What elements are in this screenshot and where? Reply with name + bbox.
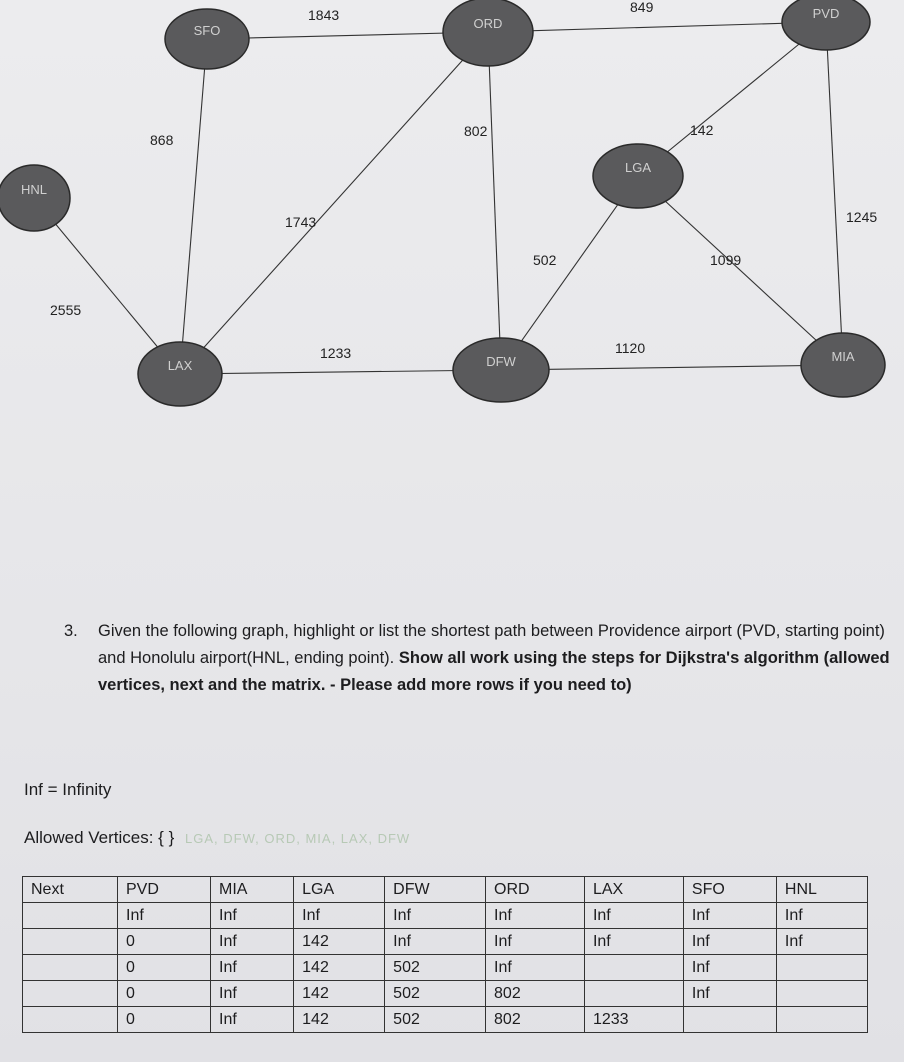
- edge-weight-label: 802: [464, 123, 488, 139]
- matrix-row: [23, 929, 868, 955]
- matrix-cell: Inf: [486, 903, 585, 929]
- edge-weight-label: 849: [630, 0, 654, 15]
- matrix-cell: 0: [118, 1007, 211, 1033]
- matrix-row: [23, 981, 868, 1007]
- matrix-header-cell: Next: [23, 877, 118, 903]
- matrix-cell: Inf: [211, 981, 294, 1007]
- matrix-cell: Inf: [118, 903, 211, 929]
- node-sfo: [165, 9, 249, 69]
- matrix-cell: Inf: [486, 929, 585, 955]
- edge-weight-label: 1743: [285, 214, 317, 230]
- edge-weight-label: 502: [533, 252, 557, 268]
- matrix-cell: 0: [118, 955, 211, 981]
- matrix-cell: Inf: [211, 903, 294, 929]
- matrix-cell: Inf: [776, 929, 867, 955]
- matrix-cell: Inf: [385, 929, 486, 955]
- edge-pvd-mia: [826, 22, 843, 365]
- matrix-cell: Inf: [584, 929, 683, 955]
- node-lax: [138, 342, 222, 406]
- matrix-cell: 502: [385, 981, 486, 1007]
- matrix-cell: [584, 981, 683, 1007]
- matrix-cell: Inf: [683, 981, 776, 1007]
- edge-weight-label: 1245: [846, 209, 878, 225]
- allowed-vertices-label: Allowed Vertices: { }: [24, 828, 175, 847]
- edge-lax-ord: [180, 32, 488, 374]
- matrix-cell: 0: [118, 929, 211, 955]
- matrix-cell: [776, 955, 867, 981]
- matrix-header-cell: ORD: [486, 877, 585, 903]
- edge-weight-label: 1233: [320, 345, 352, 361]
- edge-dfw-mia: [501, 365, 843, 370]
- allowed-vertices: [24, 828, 410, 848]
- matrix-cell: [776, 981, 867, 1007]
- matrix-header-cell: MIA: [211, 877, 294, 903]
- matrix-cell: 142: [294, 1007, 385, 1033]
- matrix-cell: [23, 903, 118, 929]
- matrix-cell: [683, 1007, 776, 1033]
- matrix-cell: Inf: [486, 955, 585, 981]
- matrix-cell: 142: [294, 929, 385, 955]
- matrix-cell: [23, 929, 118, 955]
- matrix-cell: Inf: [683, 903, 776, 929]
- edge-ord-dfw: [488, 32, 501, 370]
- matrix-cell: 142: [294, 981, 385, 1007]
- node-dfw: [453, 338, 549, 402]
- node-label: MIA: [831, 349, 855, 364]
- node-ord: [443, 0, 533, 66]
- question-number: 3.: [64, 622, 78, 640]
- allowed-vertices-handwriting: LGA, DFW, ORD, MIA, LAX, DFW: [185, 831, 411, 846]
- node-label: PVD: [812, 6, 840, 21]
- matrix-cell: [23, 981, 118, 1007]
- matrix-header-cell: SFO: [683, 877, 776, 903]
- edge-weight-label: 1843: [308, 7, 340, 23]
- matrix-cell: [23, 955, 118, 981]
- matrix-row: [23, 903, 868, 929]
- matrix-cell: 502: [385, 1007, 486, 1033]
- node-label: DFW: [486, 354, 516, 369]
- matrix-cell: 502: [385, 955, 486, 981]
- matrix-cell: Inf: [211, 955, 294, 981]
- edge-weight-label: 1099: [710, 252, 742, 268]
- inf-definition: Inf = Infinity: [24, 780, 112, 799]
- matrix-row: [23, 1007, 868, 1033]
- node-lga: [593, 144, 683, 208]
- question-3: [64, 618, 894, 699]
- matrix-cell: 802: [486, 981, 585, 1007]
- matrix-cell: 802: [486, 1007, 585, 1033]
- node-label: HNL: [20, 182, 48, 197]
- matrix-header-cell: PVD: [118, 877, 211, 903]
- matrix-cell: Inf: [584, 903, 683, 929]
- matrix-header-cell: LGA: [294, 877, 385, 903]
- node-label: LGA: [624, 160, 652, 175]
- edge-weight-label: 868: [150, 132, 174, 148]
- matrix-cell: Inf: [294, 903, 385, 929]
- matrix-header-row: [23, 877, 868, 903]
- matrix-header-cell: HNL: [776, 877, 867, 903]
- airport-graph: [0, 0, 904, 420]
- node-hnl: [0, 165, 70, 231]
- matrix-cell: Inf: [683, 955, 776, 981]
- edge-lga-mia: [638, 176, 843, 365]
- edge-ord-pvd: [488, 22, 826, 32]
- matrix-header-cell: LAX: [584, 877, 683, 903]
- node-label: LAX: [167, 358, 193, 373]
- matrix-cell: Inf: [211, 1007, 294, 1033]
- edge-sfo-lax: [180, 39, 207, 374]
- matrix-header-cell: DFW: [385, 877, 486, 903]
- matrix-cell: 142: [294, 955, 385, 981]
- matrix-cell: [584, 955, 683, 981]
- dijkstra-matrix: [22, 876, 868, 1033]
- matrix-cell: 1233: [584, 1007, 683, 1033]
- node-mia: [801, 333, 885, 397]
- matrix-cell: Inf: [776, 903, 867, 929]
- question-instructions: Show all work using the steps for Dijkstra's algorithm (allowed vertices, next and the matrix. - Please add more rows if you need to): [98, 649, 890, 694]
- edge-weight-label: 2555: [50, 302, 82, 318]
- matrix-cell: Inf: [211, 929, 294, 955]
- matrix-cell: [776, 1007, 867, 1033]
- node-label: ORD: [473, 16, 503, 31]
- matrix-cell: [23, 1007, 118, 1033]
- matrix-cell: Inf: [683, 929, 776, 955]
- edge-weight-label: 142: [690, 122, 714, 138]
- edge-weight-label: 1120: [615, 340, 646, 356]
- matrix-cell: 0: [118, 981, 211, 1007]
- matrix-row: [23, 955, 868, 981]
- node-label: SFO: [193, 23, 221, 38]
- matrix-cell: Inf: [385, 903, 486, 929]
- question-text: Given the following graph, highlight or list the shortest path between Providence airport (PVD, starting point) and Honolulu airport(HNL, ending point).: [98, 622, 885, 667]
